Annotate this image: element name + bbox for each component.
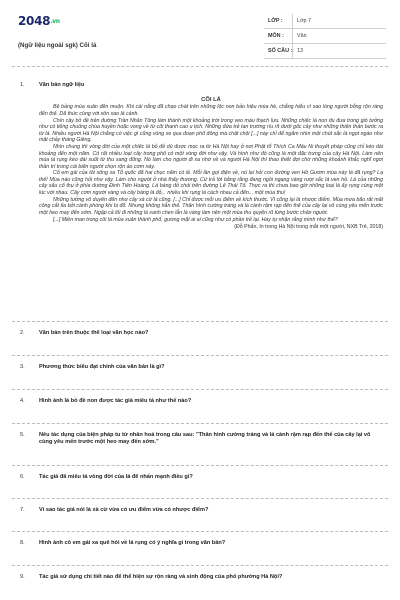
passage-title: CÕI LÁ <box>201 97 221 103</box>
question-number: 8. <box>20 540 25 546</box>
reading-passage <box>39 97 383 231</box>
document-title: (Ngữ liệu ngoài sgk) Cõi lá <box>18 42 97 49</box>
question-text: Hình ảnh cô em gái xa quê hỏi về lá rụng có ý nghĩa gì trong văn bản? <box>39 540 226 546</box>
question-text: Nêu tác dụng của biện pháp tu từ nhân hoá trong câu sau: "Thân hình cường tráng và lá cành rậm rạp đến thế của cây lại vô cùng yêu mến trước một heo may đến sớm." <box>39 432 371 446</box>
meta-key: LỚP : <box>268 18 283 24</box>
question-number: 3. <box>20 364 25 370</box>
meta-table <box>264 14 386 59</box>
question-number: 6. <box>20 474 25 480</box>
meta-value: Văn <box>297 33 307 39</box>
question-text: Hình ảnh lá bồ đề non được tác giả miêu tả như thế nào? <box>39 398 192 404</box>
passage-paragraph: Chín cây bồ đề trên đường Trần Nhân Tông làm thành một khoảng trời trong veo màu thạch lựu. Những chiếc lá non đu đưa trong gió tưởng như có tiếng chuông chùa huyền hoặc vọng về từ cõi thanh cao u tịch. Những đứa trẻ tan trường ríu rít dưới gốc cây như những thiên thần bước ra từ lá. Nhiều người Hà Nội chẳng có việc gì cũng vòng xe qua đoạn phố đông mà chật chội [...] này chỉ để ngắm nhìn một chút sắc lá ngọt ngào như mật chảy tháng Giêng. <box>39 117 383 144</box>
question-text: Tác giả đã miêu tả vòng đời của lá để nhấn mạnh điều gì? <box>39 474 193 480</box>
meta-key: MÔN : <box>268 33 284 39</box>
header-divider <box>12 66 388 67</box>
passage-paragraph: Bê bảng mùa xuân đến muộn. Khi cái nắng đã chạo chát trên những lộc non bảo hiệu mùa hè, chẳng hiểu vì sao lòng người bỗng rộn ràng đến thế. Dã thức cùng với xôn xao lá cành. <box>39 104 383 117</box>
meta-row-subject <box>264 29 386 44</box>
question-number: 9. <box>20 574 25 580</box>
passage-paragraph: Cố em gái của tôi sống xa Tổ quốc đã hai chục năm có lẻ. Mỗi lần gọi điện về, nó lại hỏi con đường ven Hồ Gươm mùa này lá đã rụng? Lạ thế! Mùa nào cũng hỏi như vậy. Làm cho người ở nhà thấy thương. Cứ trả lời bằng rằng đang ngồi ngang vàng rượi sắc lá ven hồ. Lá của những cây sấu cổ thụ ở phía đường Đinh Tiên Hoàng. Lá bàng đỏ chói trên đường Lê Thái Tổ. Thực ra thì chưa bao giờ những loại lá ấy rụng cùng một lúc với nhau. Cây cơm người vàng và cây bàng lá đỏ... nhiều khi rụng lá cách nhau cả đến... một mùa thu! <box>39 170 383 196</box>
passage-paragraph: [...] Miền man trong cõi lá mùa xuân thành phố, gương mặt ai ai cũng như có phần trẻ lại. Hay tự nhận rằng mình như thế? <box>53 216 338 223</box>
meta-row-question-count <box>264 44 386 59</box>
logo-suffix: .vn <box>50 18 60 25</box>
page-header <box>14 8 386 62</box>
question-text: Tác giả sử dụng chi tiết nào để thể hiện sự rộn ràng và sinh động của phố phường Hà Nội? <box>39 574 283 580</box>
question-text: Văn bản trên thuộc thể loại văn học nào? <box>39 330 149 336</box>
meta-row-class <box>264 14 386 29</box>
passage-source: (Đỗ Phấn, In trong Hà Nội trong mắt một người, NXB Trẻ, 2018) <box>234 224 383 231</box>
question-text: Văn bản ngữ liệu <box>39 82 85 88</box>
question-number: 1. <box>20 82 25 88</box>
question-number: 2. <box>20 330 25 336</box>
question-number: 5. <box>20 432 25 438</box>
question-text: Phương thức biểu đạt chính của văn bản là gì? <box>39 364 165 370</box>
meta-value: Lớp 7 <box>297 18 312 24</box>
question-number: 7. <box>20 507 25 513</box>
meta-value: 13 <box>297 48 303 54</box>
question-number: 4. <box>20 398 25 404</box>
site-logo[interactable] <box>18 14 60 28</box>
question-text: Vì sao tác giả nói lá xà cừ vừa có ưu điểm vừa có nhược điểm? <box>39 507 209 513</box>
passage-paragraph: Những tưởng vô duyên đến như cây xà cừ lá cũng. [...] Chỉ được mỗi ưu điểm về kích thước. Vì cũng lại là nhược điểm. Mùa mưa bão rất mất công cắt tỉa bởi cành phòng khi bị đổ. Nhưng không hẳn thế. Thân hình cường tráng và lá cành rậm rạp đến thế của cây lại vô cùng yêu mến trước một heo may đến sớm. Ngập cả lối đi những lá xanh chen lẫn lá vàng làm nên một mùa thu quyến rũ từng bước chân người. <box>39 196 383 216</box>
passage-paragraph: Nhìn chung thì vòng đời của một chiếc lá bồ đề dù được mọc ra từ Hà Nội hay ở nơi Phật tổ Thích Ca Mâu Ni thuyết pháp cũng chỉ kéo dài khoảng đến một năm. Có rất nhiều loại cây trong phố có một vòng đời như vậy. Và hình như đó cũng là một đặc trưng của cây Hà Nội. Làm nên mùa lá rụng kéo dài suốt từ thu sang đông. Nó làm cho người đi xa nhớ về và người Hà Nội thì thao thiết đợi chờ những khoảnh khắc nghĩ ngơi thần trí trong cái biến người chọn rộn áo cơm này. <box>39 144 383 170</box>
meta-key: SỐ CÂU : <box>268 48 293 54</box>
logo-text: 2048 <box>18 14 51 28</box>
